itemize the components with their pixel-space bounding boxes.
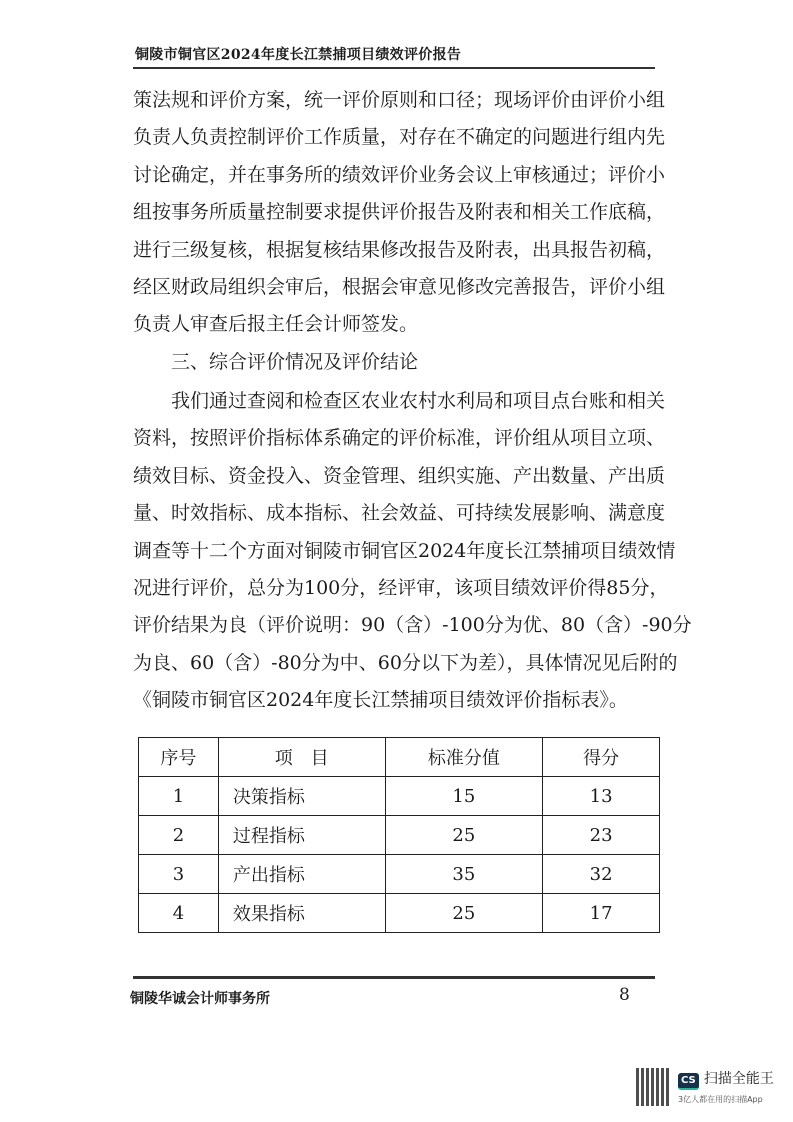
- row-index: 3: [139, 855, 219, 894]
- text-line: 调查等十二个方面对铜陵市铜官区2024年度长江禁捕项目绩效情: [133, 539, 676, 562]
- row-item: 产出指标: [218, 855, 385, 894]
- camscanner-logo: CS: [678, 1073, 699, 1090]
- scanner-watermark: [636, 1068, 774, 1106]
- row-item: 决策指标: [218, 777, 385, 816]
- text-line: 讨论确定，并在事务所的绩效评价业务会议上审核通过；评价小: [133, 163, 666, 186]
- row-standard-score: 25: [385, 816, 543, 855]
- row-index: 4: [139, 894, 219, 933]
- table-row: [139, 816, 660, 855]
- section-heading: 三、综合评价情况及评价结论: [171, 351, 419, 373]
- row-score: 23: [543, 816, 660, 855]
- text-line: 资料，按照评价指标体系确定的评价标准，评价组从项目立项、: [133, 427, 666, 450]
- score-table: [138, 737, 660, 933]
- text-line: 经区财政局组织会审后，根据会审意见修改完善报告，评价小组: [133, 276, 666, 298]
- row-standard-score: 25: [385, 894, 543, 933]
- text-line: 进行三级复核，根据复核结果修改报告及附表，出具报告初稿，: [133, 238, 666, 261]
- row-score: 17: [543, 894, 660, 933]
- table-row: [139, 777, 660, 816]
- row-score: 32: [543, 855, 660, 894]
- qr-code-icon: [636, 1068, 670, 1106]
- header-rule: [133, 67, 655, 69]
- row-standard-score: 35: [385, 855, 543, 894]
- text-line: 《铜陵市铜官区2024年度长江禁捕项目绩效评价指标表》。: [133, 689, 628, 712]
- col-header-standard-score: 标准分值: [385, 738, 543, 777]
- text-line: 量、时效指标、成本指标、社会效益、可持续发展影响、满意度: [133, 502, 666, 525]
- row-index: 2: [139, 816, 219, 855]
- col-header-index: 序号: [139, 738, 219, 777]
- app-slogan: 3亿人都在用的扫描App: [678, 1095, 763, 1104]
- app-name: 扫描全能王: [703, 1071, 774, 1087]
- row-standard-score: 15: [385, 777, 543, 816]
- table-row: [139, 894, 660, 933]
- text-line: 绩效目标、资金投入、资金管理、组织实施、产出数量、产出质: [133, 464, 666, 487]
- text-line: 负责人负责控制评价工作质量，对存在不确定的问题进行组内先: [133, 126, 666, 149]
- text-line: 负责人审查后报主任会计师签发。: [133, 313, 419, 336]
- running-header: 铜陵市铜官区2024年度长江禁捕项目绩效评价报告: [135, 47, 462, 63]
- row-score: 13: [543, 777, 660, 816]
- text-line: 评价结果为良（评价说明：90（含）-100分为优、80（含）-90分: [133, 614, 692, 637]
- text-line: 为良、60（含）-80分为中、60分以下为差），具体情况见后附的: [133, 651, 678, 674]
- row-index: 1: [139, 777, 219, 816]
- row-item: 过程指标: [218, 816, 385, 855]
- col-header-item: 项 目: [218, 738, 385, 777]
- row-item: 效果指标: [218, 894, 385, 933]
- firm-name: 铜陵华诚会计师事务所: [130, 991, 270, 1007]
- page-number: 8: [619, 985, 630, 1005]
- text-line: 组按事务所质量控制要求提供评价报告及附表和相关工作底稿，: [133, 201, 666, 224]
- text-line: 策法规和评价方案，统一评价原则和口径；现场评价由评价小组: [133, 89, 666, 111]
- table-row: [139, 855, 660, 894]
- footer-rule: [133, 976, 655, 979]
- text-line: 况进行评价，总分为100分，经评审，该项目绩效评价得85分，: [133, 577, 669, 599]
- text-line: 我们通过查阅和检查区农业农村水利局和项目点台账和相关: [171, 390, 666, 412]
- col-header-score: 得分: [543, 738, 660, 777]
